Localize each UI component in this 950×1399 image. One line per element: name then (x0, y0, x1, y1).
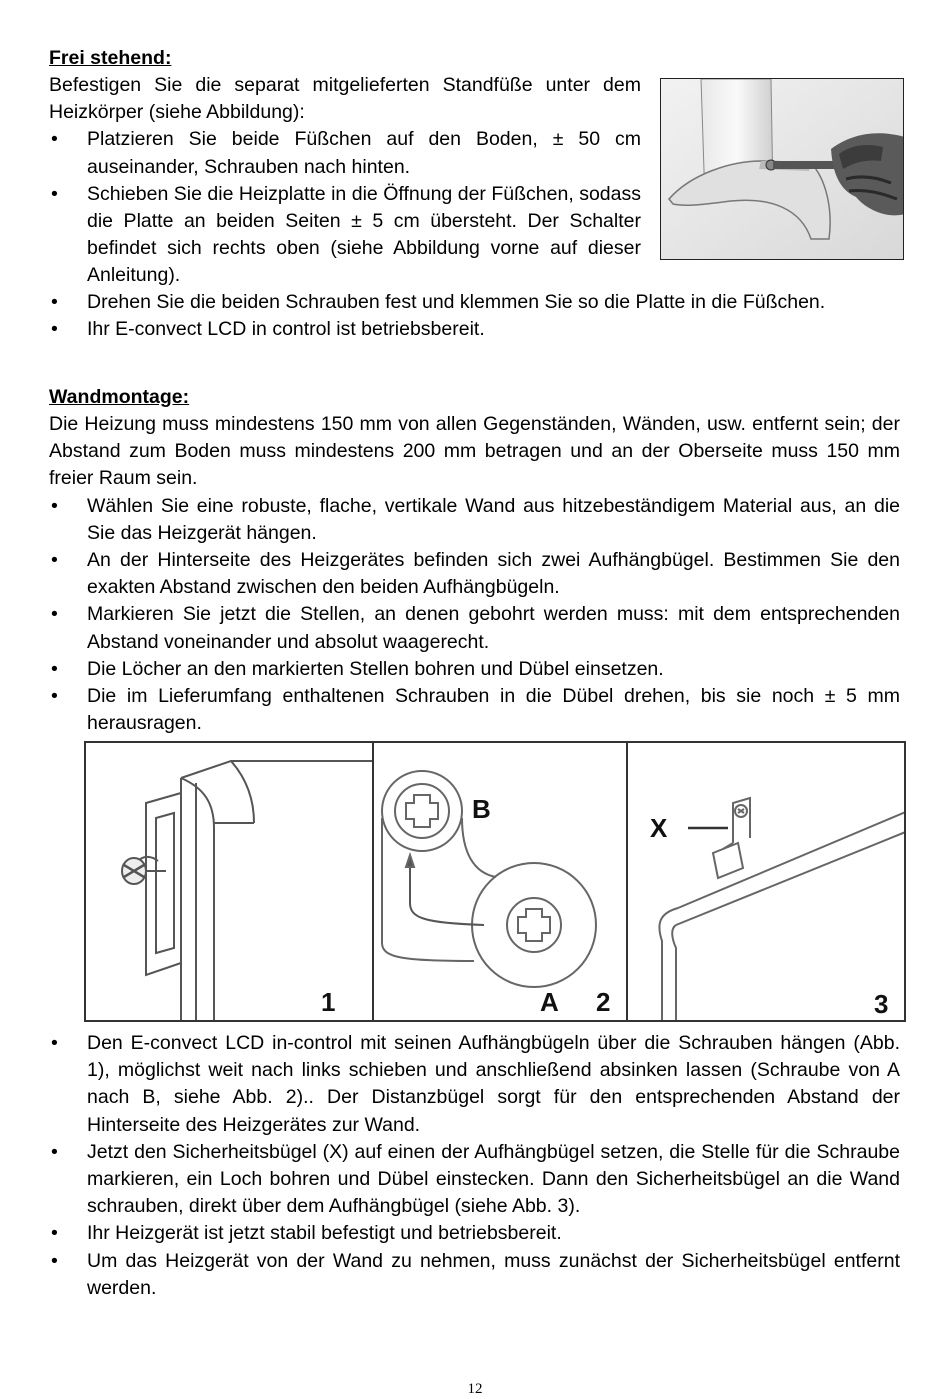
list-item: • Wählen Sie eine robuste, flache, vertikale Wand aus hitzebeständigem Material aus, an die Sie das Heizgerät hängen. (49, 493, 900, 547)
wallmount-figure (84, 741, 906, 1022)
list-item: • Schieben Sie die Heizplatte in die Öffnung der Füßchen, sodass die Platte an beiden Seiten ± 5 cm übersteht. Der Schalter befindet sich rechts oben (siehe Abbildung vorne auf dieser Anleitung). (49, 181, 641, 290)
stand-foot-photo (660, 78, 904, 260)
list-item: • An der Hinterseite des Heizgerätes befinden sich zwei Aufhängbügel. Bestimmen Sie den exakten Abstand zwischen den beiden Aufhängbügeln. (49, 547, 900, 601)
list-item: • Den E-convect LCD in-control mit seinen Aufhängbügeln über die Schrauben hängen (Abb. 1), möglichst weit nach links schieben und anschließend absinken lassen (Schraube von A nach B, siehe Abb. 2).. Der Distanzbügel sorgt für den entsprechenden Abstand der Hinterseite des Heizgerätes zur Wand. (49, 1030, 900, 1139)
panel2-label-b: B (472, 794, 491, 824)
freestanding-intro: Befestigen Sie die separat mitgelieferten Standfüße unter dem Heizkörper (siehe Abbildung): (49, 74, 641, 124)
list-item: • Ihr Heizgerät ist jetzt stabil befestigt und betriebsbereit. (49, 1220, 900, 1247)
panel2-label-a: A (540, 987, 559, 1017)
freestanding-text-block (49, 72, 641, 290)
wallmount-intro: Die Heizung muss mindestens 150 mm von allen Gegenständen, Wänden, usw. entfernt sein; der Abstand zum Boden muss mindestens 200 mm betragen und an der Oberseite muss 150 mm freier Raum sein. (49, 413, 900, 490)
figure-panel-1 (84, 741, 374, 1022)
freestanding-text-block-wide (49, 289, 900, 343)
heading-wallmount: Wandmontage: (49, 386, 190, 408)
list-item: • Jetzt den Sicherheitsbügel (X) auf einen der Aufhängbügel setzen, die Stelle für die Schraube markieren, ein Loch bohren und Dübel einstecken. Dann den Sicherheitsbügel an die Wand schrauben, direkt über dem Aufhängbügel (siehe Abb. 3). (49, 1139, 900, 1221)
list-item: • Die im Lieferumfang enthaltenen Schrauben in die Dübel drehen, bis sie noch ± 5 mm herausragen. (49, 683, 900, 737)
wallmount-text-block-after-figure (49, 1030, 900, 1302)
figure-panel-3 (626, 741, 906, 1022)
wallmount-text-block (49, 411, 900, 737)
freestanding-list-top (49, 126, 641, 289)
list-item: • Markieren Sie jetzt die Stellen, an denen gebohrt werden muss: mit dem entsprechenden Abstand voneinander und absolut waagerecht. (49, 601, 900, 655)
panel1-number: 1 (321, 987, 336, 1017)
panel2-number: 2 (596, 987, 611, 1017)
figure-panel-2 (372, 741, 628, 1022)
panel3-number: 3 (874, 989, 889, 1019)
page-number: 12 (467, 1381, 483, 1397)
wallmount-list-bottom (49, 1030, 900, 1302)
list-item: • Drehen Sie die beiden Schrauben fest und klemmen Sie so die Platte in die Füßchen. (49, 289, 900, 316)
wallmount-list-top (49, 493, 900, 738)
list-item: • Die Löcher an den markierten Stellen bohren und Dübel einsetzen. (49, 656, 900, 683)
panel3-label-x: X (650, 813, 668, 843)
list-item: • Ihr E-convect LCD in control ist betriebsbereit. (49, 316, 900, 343)
list-item: • Um das Heizgerät von der Wand zu nehmen, muss zunächst der Sicherheitsbügel entfernt werden. (49, 1248, 900, 1302)
heading-freestanding: Frei stehend: (49, 47, 172, 69)
freestanding-list-bottom (49, 289, 900, 343)
list-item: • Platzieren Sie beide Füßchen auf den Boden, ± 50 cm auseinander, Schrauben nach hinten. (49, 126, 641, 180)
